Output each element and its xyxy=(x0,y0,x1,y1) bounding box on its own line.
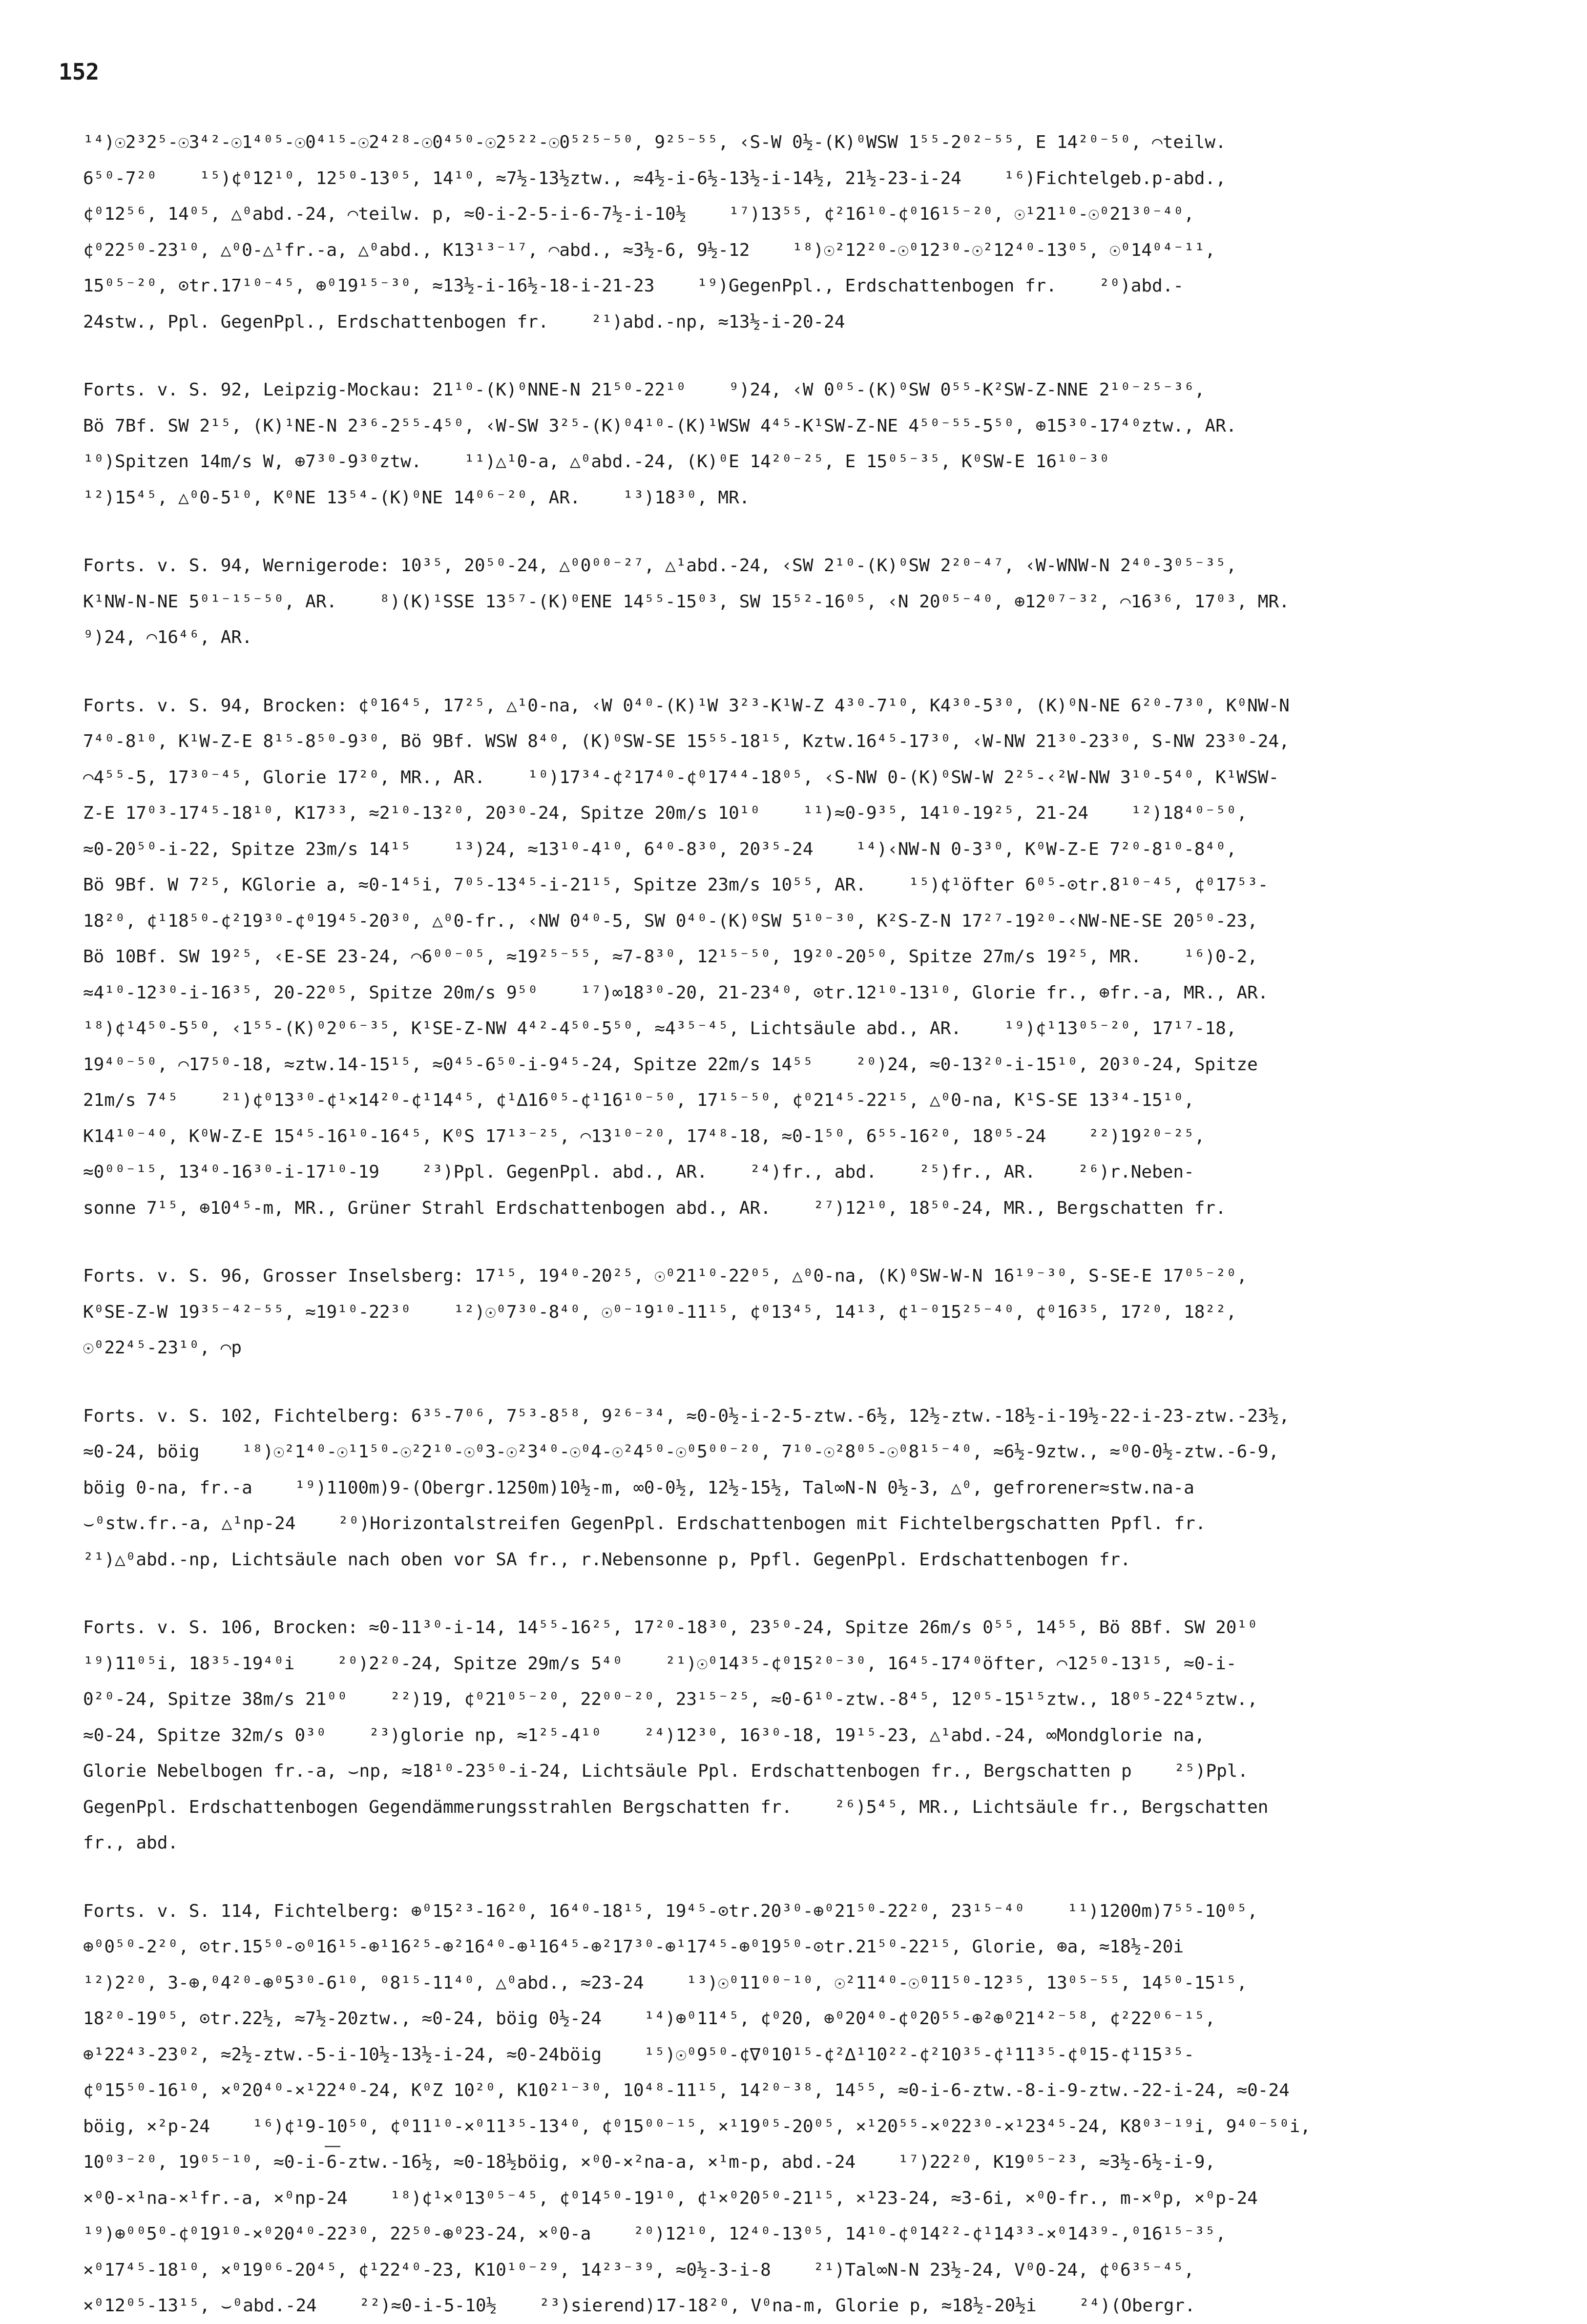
text-line: ¹⁸)¢¹4⁵⁰-5⁵⁰, ‹1⁵⁵-(K)⁰2⁰⁶⁻³⁵, K¹SE-Z-NW 4⁴²-4⁵⁰-5⁵⁰, ≈4³⁵⁻⁴⁵, Lichtsäule abd., AR. ¹⁹)¢¹13⁰⁵⁻²⁰, 17¹⁷-18, xyxy=(83,1018,1237,1038)
text-line: böig 0-na, fr.-a ¹⁹)1100m)9-(Obergr.1250m)10½-m, ∞0-0½, 12½-15½, Tal∞N-N 0½-3, △⁰, gefrorener≈stw.na-a xyxy=(83,1477,1194,1498)
paragraph xyxy=(83,548,1431,656)
text-line: sonne 7¹⁵, ⊕10⁴⁵-m, MR., Grüner Strahl Erdschattenbogen abd., AR. ²⁷)12¹⁰, 18⁵⁰-24, MR., Bergschatten fr. xyxy=(83,1198,1226,1218)
text-line: ≈0-24, Spitze 32m/s 0³⁰ ²³)glorie np, ≈1²⁵-4¹⁰ ²⁴)12³⁰, 16³⁰-18, 19¹⁵-23, △¹abd.-24, ∞Mondglorie na, xyxy=(83,1725,1205,1745)
text-line: ≈0-24, böig ¹⁸)☉²1⁴⁰-☉¹1⁵⁰-☉²2¹⁰-☉⁰3-☉²3⁴⁰-☉⁰4-☉²4⁵⁰-☉⁰5⁰⁰⁻²⁰, 7¹⁰-☉²8⁰⁵-☉⁰8¹⁵⁻⁴⁰, ≈6½-9ztw., ≈⁰0-0½-ztw.-6-9, xyxy=(83,1442,1279,1462)
text-line: ¹²)15⁴⁵, △⁰0-5¹⁰, K⁰NE 13⁵⁴-(K)⁰NE 14⁰⁶⁻²⁰, AR. ¹³)18³⁰, MR. xyxy=(83,487,750,508)
text-line: K¹NW-N-NE 5⁰¹⁻¹⁵⁻⁵⁰, AR. ⁸)(K)¹SSE 13⁵⁷-(K)⁰ENE 14⁵⁵-15⁰³, SW 15⁵²-16⁰⁵, ‹N 20⁰⁵⁻⁴⁰, ⊕12⁰⁷⁻³², ⌒16³⁶, 17⁰³, MR. xyxy=(83,591,1290,612)
text-line: Bö 7Bf. SW 2¹⁵, (K)¹NE-N 2³⁶-2⁵⁵-4⁵⁰, ‹W-SW 3²⁵-(K)⁰4¹⁰-(K)¹WSW 4⁴⁵-K¹SW-Z-NE 4⁵⁰⁻⁵⁵-5⁵⁰, ⊕15³⁰-17⁴⁰ztw., AR. xyxy=(83,415,1237,436)
text-line: Forts. v. S. 106, Brocken: ≈0-11³⁰-i-14, 14⁵⁵-16²⁵, 17²⁰-18³⁰, 23⁵⁰-24, Spitze 26m/s 0⁵⁵, 14⁵⁵, Bö 8Bf. SW 20¹⁰ xyxy=(83,1618,1258,1638)
text-line: Forts. v. S. 102, Fichtelberg: 6³⁵-7⁰⁶, 7⁵³-8⁵⁸, 9²⁶⁻³⁴, ≈0-0½-i-2-5-ztw.-6½, 12½-ztw.-18½-i-19½-22-i-23-ztw.-23½, xyxy=(83,1406,1290,1426)
text-line: ¢⁰22⁵⁰-23¹⁰, △⁰0-△¹fr.-a, △⁰abd., K13¹³⁻¹⁷, ⌒abd., ≈3½-6, 9½-12 ¹⁸)☉²12²⁰-☉⁰12³⁰-☉²12⁴⁰-13⁰⁵, ☉⁰14⁰⁴⁻¹¹, xyxy=(83,240,1216,260)
text-line: 15⁰⁵⁻²⁰, ⊙tr.17¹⁰⁻⁴⁵, ⊕⁰19¹⁵⁻³⁰, ≈13½-i-16½-18-i-21-23 ¹⁹)GegenPpl., Erdschattenbogen fr. ²⁰)abd.- xyxy=(83,276,1184,296)
text-line: Glorie Nebelbogen fr.-a, ⌣np, ≈18¹⁰-23⁵⁰-i-24, Lichtsäule Ppl. Erdschattenbogen fr., Bergschatten p ²⁵)Ppl. xyxy=(83,1761,1249,1781)
text-line: ¹⁹)⊕⁰⁰5⁰-¢⁰19¹⁰-×⁰20⁴⁰-22³⁰, 22⁵⁰-⊕⁰23-24, ×⁰0-a ²⁰)12¹⁰, 12⁴⁰-13⁰⁵, 14¹⁰-¢⁰14²²-¢¹14³³-×⁰14³⁹-,⁰16¹⁵⁻³⁵, xyxy=(83,2224,1226,2244)
paragraph xyxy=(83,1398,1431,1578)
text-line: ≈0-20⁵⁰-i-22, Spitze 23m/s 14¹⁵ ¹³)24, ≈13¹⁰-4¹⁰, 6⁴⁰-8³⁰, 20³⁵-24 ¹⁴)‹NW-N 0-3³⁰, K⁰W-Z-E 7²⁰-8¹⁰-8⁴⁰, xyxy=(83,839,1237,859)
text-line: 18²⁰, ¢¹18⁵⁰-¢²19³⁰-¢⁰19⁴⁵-20³⁰, △⁰0-fr., ‹NW 0⁴⁰-5, SW 0⁴⁰-(K)⁰SW 5¹⁰⁻³⁰, K²S-Z-N 17²⁷-19²⁰-‹NW-NE-SE 20⁵⁰-23, xyxy=(83,911,1258,931)
paragraph xyxy=(83,1610,1431,1861)
text-line: ¹⁴)☉2³2⁵-☉3⁴²-☉1⁴⁰⁵-☉0⁴¹⁵-☉2⁴²⁸-☉0⁴⁵⁰-☉2⁵²²-☉0⁵²⁵⁻⁵⁰, 9²⁵⁻⁵⁵, ‹S-W 0½-(K)⁰WSW 1⁵⁵-2⁰²⁻⁵⁵, E 14²⁰⁻⁵⁰, ⌒teilw. xyxy=(83,132,1226,152)
text-line: böig, ×²p-24 ¹⁶)¢¹9-10⁵⁰, ¢⁰11¹⁰-×⁰11³⁵-13⁴⁰, ¢⁰15⁰⁰⁻¹⁵, ×¹19⁰⁵-20⁰⁵, ×¹20⁵⁵-×⁰22³⁰-×¹23⁴⁵-24, K8⁰³⁻¹⁹i, 9⁴⁰⁻⁵⁰i, xyxy=(83,2116,1311,2137)
text-line: ⌣⁰stw.fr.-a, △¹np-24 ²⁰)Horizontalstreifen GegenPpl. Erdschattenbogen mit Fichtelbergschatten Ppfl. fr. xyxy=(83,1514,1206,1534)
text-line: Z-E 17⁰³-17⁴⁵-18¹⁰, K17³³, ≈2¹⁰-13²⁰, 20³⁰-24, Spitze 20m/s 10¹⁰ ¹¹)≈0-9³⁵, 14¹⁰-19²⁵, 21-24 ¹²)18⁴⁰⁻⁵⁰, xyxy=(83,803,1248,823)
text-line: 19⁴⁰⁻⁵⁰, ⌒17⁵⁰-18, ≈ztw.14-15¹⁵, ≈0⁴⁵-6⁵⁰-i-9⁴⁵-24, Spitze 22m/s 14⁵⁵ ²⁰)24, ≈0-13²⁰-i-15¹⁰, 20³⁰-24, Spitze xyxy=(83,1054,1258,1075)
text-line: ⊕⁰0⁵⁰-2²⁰, ⊙tr.15⁵⁰-⊙⁰16¹⁵-⊕¹16²⁵-⊕²16⁴⁰-⊕¹16⁴⁵-⊕²17³⁰-⊕¹17⁴⁵-⊕⁰19⁵⁰-⊙tr.21⁵⁰-22¹⁵, Glorie, ⊕a, ≈18½-20i xyxy=(83,1937,1184,1957)
text-line: ¹⁹)11⁰⁵i, 18³⁵-19⁴⁰i ²⁰)2²⁰-24, Spitze 29m/s 5⁴⁰ ²¹)☉⁰14³⁵-¢⁰15²⁰⁻³⁰, 16⁴⁵-17⁴⁰öfter, ⌒12⁵⁰-13¹⁵, ≈0-i- xyxy=(83,1653,1237,1674)
page-number: 152 xyxy=(59,59,100,85)
text-line: ⊕¹22⁴³-23⁰², ≈2½-ztw.-5-i-10½-13½-i-24, ≈0-24böig ¹⁵)☉⁰9⁵⁰-¢∇⁰10¹⁵-¢²∆¹10²²-¢²10³⁵-¢¹11³⁵-¢⁰15-¢¹15³⁵- xyxy=(83,2044,1194,2065)
text-line: Bö 9Bf. W 7²⁵, KGlorie a, ≈0-1⁴⁵i, 7⁰⁵-13⁴⁵-i-21¹⁵, Spitze 23m/s 10⁵⁵, AR. ¹⁵)¢¹öfter 6⁰⁵-⊙tr.8¹⁰⁻⁴⁵, ¢⁰17⁵³- xyxy=(83,875,1269,895)
text-line: 21m/s 7⁴⁵ ²¹)¢⁰13³⁰-¢¹×14²⁰-¢¹14⁴⁵, ¢¹∆16⁰⁵-¢¹16¹⁰⁻⁵⁰, 17¹⁵⁻⁵⁰, ¢⁰21⁴⁵-22¹⁵, △⁰0-na, K¹S-SE 13³⁴-15¹⁰, xyxy=(83,1090,1194,1110)
text-line: GegenPpl. Erdschattenbogen Gegendämmerungsstrahlen Bergschatten fr. ²⁶)5⁴⁵, MR., Lichtsäule fr., Bergschatten xyxy=(83,1797,1269,1817)
document-body xyxy=(83,124,1431,2324)
paragraph xyxy=(83,1258,1431,1366)
text-line: ¹²)2²⁰, 3-⊕,⁰4²⁰-⊕⁰5³⁰-6¹⁰, ⁰8¹⁵-11⁴⁰, △⁰abd., ≈23-24 ¹³)☉⁰11⁰⁰⁻¹⁰, ☉²11⁴⁰-☉⁰11⁵⁰-12³⁵, 13⁰⁵⁻⁵⁵, 14⁵⁰-15¹⁵, xyxy=(83,1972,1248,1993)
text-line: K⁰SE-Z-W 19³⁵⁻⁴²⁻⁵⁵, ≈19¹⁰-22³⁰ ¹²)☉⁰7³⁰-8⁴⁰, ☉⁰⁻¹9¹⁰-11¹⁵, ¢⁰13⁴⁵, 14¹³, ¢¹⁻⁰15²⁵⁻⁴⁰, ¢⁰16³⁵, 17²⁰, 18²², xyxy=(83,1302,1237,1322)
text-line: ×⁰12⁰⁵-13¹⁵, ⌣⁰abd.-24 ²²)≈0-i-5-10½ ²³)sierend)17-18²⁰, V⁰na-m, Glorie p, ≈18½-20½i ²⁴)(Obergr. xyxy=(83,2296,1195,2316)
text-line: Forts. v. S. 94, Wernigerode: 10³⁵, 20⁵⁰-24, △⁰0⁰⁰⁻²⁷, △¹abd.-24, ‹SW 2¹⁰-(K)⁰SW 2²⁰⁻⁴⁷, ‹W-WNW-N 2⁴⁰-3⁰⁵⁻³⁵, xyxy=(83,556,1237,576)
text-line: ≈0⁰⁰⁻¹⁵, 13⁴⁰-16³⁰-i-17¹⁰-19 ²³)Ppl. GegenPpl. abd., AR. ²⁴)fr., abd. ²⁵)fr., AR. ²⁶)r.Neben- xyxy=(83,1162,1194,1182)
paragraph xyxy=(83,688,1431,1226)
text-line: 18²⁰-19⁰⁵, ⊙tr.22½, ≈7½-20ztw., ≈0-24, böig 0½-24 ¹⁴)⊕⁰11⁴⁵, ¢⁰20, ⊕⁰20⁴⁰-¢⁰20⁵⁵-⊕²⊕⁰21⁴²⁻⁵⁸, ¢²22⁰⁶⁻¹⁵, xyxy=(83,2009,1216,2029)
text-line: ×⁰0-×¹na-×¹fr.-a, ×⁰np-24 ¹⁸)¢¹×⁰13⁰⁵⁻⁴⁵, ¢⁰14⁵⁰-19¹⁰, ¢¹×⁰20⁵⁰-21¹⁵, ×¹23-24, ≈3-6i, ×⁰0-fr., m-×⁰p, ×⁰p-24 xyxy=(83,2188,1258,2208)
text-line: 0²⁰-24, Spitze 38m/s 21⁰⁰ ²²)19, ¢⁰21⁰⁵⁻²⁰, 22⁰⁰⁻²⁰, 23¹⁵⁻²⁵, ≈0-6¹⁰-ztw.-8⁴⁵, 12⁰⁵-15¹⁵ztw., 18⁰⁵-22⁴⁵ztw., xyxy=(83,1689,1258,1709)
text-line: ¢⁰15⁵⁰-16¹⁰, ×⁰20⁴⁰-×¹22⁴⁰-24, K⁰Z 10²⁰, K10²¹⁻³⁰, 10⁴⁸-11¹⁵, 14²⁰⁻³⁸, 14⁵⁵, ≈0-i-6-ztw.-8-i-9-ztw.-22-i-24, ≈0-24 xyxy=(83,2080,1290,2100)
text-line: ¹⁰)Spitzen 14m/s W, ⊕7³⁰-9³⁰ztw. ¹¹)△¹0-a, △⁰abd.-24, (K)⁰E 14²⁰⁻²⁵, E 15⁰⁵⁻³⁵, K⁰SW-E 16¹⁰⁻³⁰ xyxy=(83,452,1110,472)
text-line: 6⁵⁰-7²⁰ ¹⁵)¢⁰12¹⁰, 12⁵⁰-13⁰⁵, 14¹⁰, ≈7½-13½ztw., ≈4½-i-6½-13½-i-14½, 21½-23-i-24 ¹⁶)Fichtelgeb.p-abd., xyxy=(83,168,1226,188)
text-line: fr., abd. xyxy=(83,1833,179,1853)
text-line: ¢⁰12⁵⁶, 14⁰⁵, △⁰abd.-24, ⌒teilw. p, ≈0-i-2-5-i-6-7½-i-10½ ¹⁷)13⁵⁵, ¢²16¹⁰-¢⁰16¹⁵⁻²⁰, ☉¹21¹⁰-☉⁰21³⁰⁻⁴⁰, xyxy=(83,204,1194,224)
text-line: Bö 10Bf. SW 19²⁵, ‹E-SE 23-24, ⌒6⁰⁰⁻⁰⁵, ≈19²⁵⁻⁵⁵, ≈7-8³⁰, 12¹⁵⁻⁵⁰, 19²⁰-20⁵⁰, Spitze 27m/s 19²⁵, MR. ¹⁶)0-2, xyxy=(83,947,1258,967)
paragraph xyxy=(83,124,1431,340)
text-line: ²¹)△⁰abd.-np, Lichtsäule nach oben vor SA fr., r.Nebensonne p, Ppfl. GegenPpl. Erdschattenbogen fr. xyxy=(83,1549,1131,1570)
text-line: 7⁴⁰-8¹⁰, K¹W-Z-E 8¹⁵-8⁵⁰-9³⁰, Bö 9Bf. WSW 8⁴⁰, (K)⁰SW-SE 15⁵⁵-18¹⁵, Kztw.16⁴⁵-17³⁰, ‹W-NW 21³⁰-23³⁰, S-NW 23³⁰-24, xyxy=(83,731,1290,751)
text-line: ≈4¹⁰-12³⁰-i-16³⁵, 20-22⁰⁵, Spitze 20m/s 9⁵⁰ ¹⁷)∞18³⁰-20, 21-23⁴⁰, ⊙tr.12¹⁰-13¹⁰, Glorie fr., ⊕fr.-a, MR., AR. xyxy=(83,982,1269,1003)
text-line: Forts. v. S. 96, Grosser Inselsberg: 17¹⁵, 19⁴⁰-20²⁵, ☉⁰21¹⁰-22⁰⁵, △⁰0-na, (K)⁰SW-W-N 16¹⁹⁻³⁰, S-SE-E 17⁰⁵⁻²⁰, xyxy=(83,1266,1248,1286)
paragraph xyxy=(83,1893,1431,2324)
text-line: Forts. v. S. 92, Leipzig-Mockau: 21¹⁰-(K)⁰NNE-N 21⁵⁰-22¹⁰ ⁹)24, ‹W 0⁰⁵-(K)⁰SW 0⁵⁵-K²SW-Z-NNE 2¹⁰⁻²⁵⁻³⁶, xyxy=(83,380,1205,400)
text-line: Forts. v. S. 114, Fichtelberg: ⊕⁰15²³-16²⁰, 16⁴⁰-18¹⁵, 19⁴⁵-⊙tr.20³⁰-⊕⁰21⁵⁰-22²⁰, 23¹⁵⁻⁴⁰ ¹¹)1200m)7⁵⁵-10⁰⁵, xyxy=(83,1901,1258,1921)
text-line: ☉⁰22⁴⁵-23¹⁰, ⌒p xyxy=(83,1338,242,1358)
text-line: ×⁰17⁴⁵-18¹⁰, ×⁰19⁰⁶-20⁴⁵, ¢¹22⁴⁰-23, K10¹⁰⁻²⁹, 14²³⁻³⁹, ≈0½-3-i-8 ²¹)Tal∞N-N 23½-24, V⁰0-24, ¢⁰6³⁵⁻⁴⁵, xyxy=(83,2260,1194,2280)
paragraph xyxy=(83,372,1431,516)
text-line: 10⁰³⁻²⁰, 19⁰⁵⁻¹⁰, ≈0-i-6-ztw.-16½, ≈0-18½böig, ×⁰0-×²na-a, ×¹m-p, abd.-24 ¹⁷)22²⁰, K19⁰⁵⁻²³, ≈3½-6½-i-9, xyxy=(83,2152,1216,2172)
text-line: K14¹⁰⁻⁴⁰, K⁰W-Z-E 15⁴⁵-16¹⁰-16⁴⁵, K⁰S 17¹³⁻²⁵, ⌒13¹⁰⁻²⁰, 17⁴⁸-18, ≈0-1⁵⁰, 6⁵⁵-16²⁰, 18⁰⁵-24 ²²)19²⁰⁻²⁵, xyxy=(83,1126,1205,1146)
text-line: 24stw., Ppl. GegenPpl., Erdschattenbogen fr. ²¹)abd.-np, ≈13½-i-20-24 xyxy=(83,311,845,332)
text-line: ⁹)24, ⌒16⁴⁶, AR. xyxy=(83,627,252,647)
footer-dash xyxy=(325,2146,340,2147)
text-line: ⌒4⁵⁵-5, 17³⁰⁻⁴⁵, Glorie 17²⁰, MR., AR. ¹⁰)17³⁴-¢²17⁴⁰-¢⁰17⁴⁴-18⁰⁵, ‹S-NW 0-(K)⁰SW-W 2²⁵-‹²W-NW 3¹⁰-5⁴⁰, K¹WSW- xyxy=(83,767,1279,788)
text-line: Forts. v. S. 94, Brocken: ¢⁰16⁴⁵, 17²⁵, △¹0-na, ‹W 0⁴⁰-(K)¹W 3²³-K¹W-Z 4³⁰-7¹⁰, K4³⁰-5³⁰, (K)⁰N-NE 6²⁰-7³⁰, K⁰NW-N xyxy=(83,695,1290,716)
